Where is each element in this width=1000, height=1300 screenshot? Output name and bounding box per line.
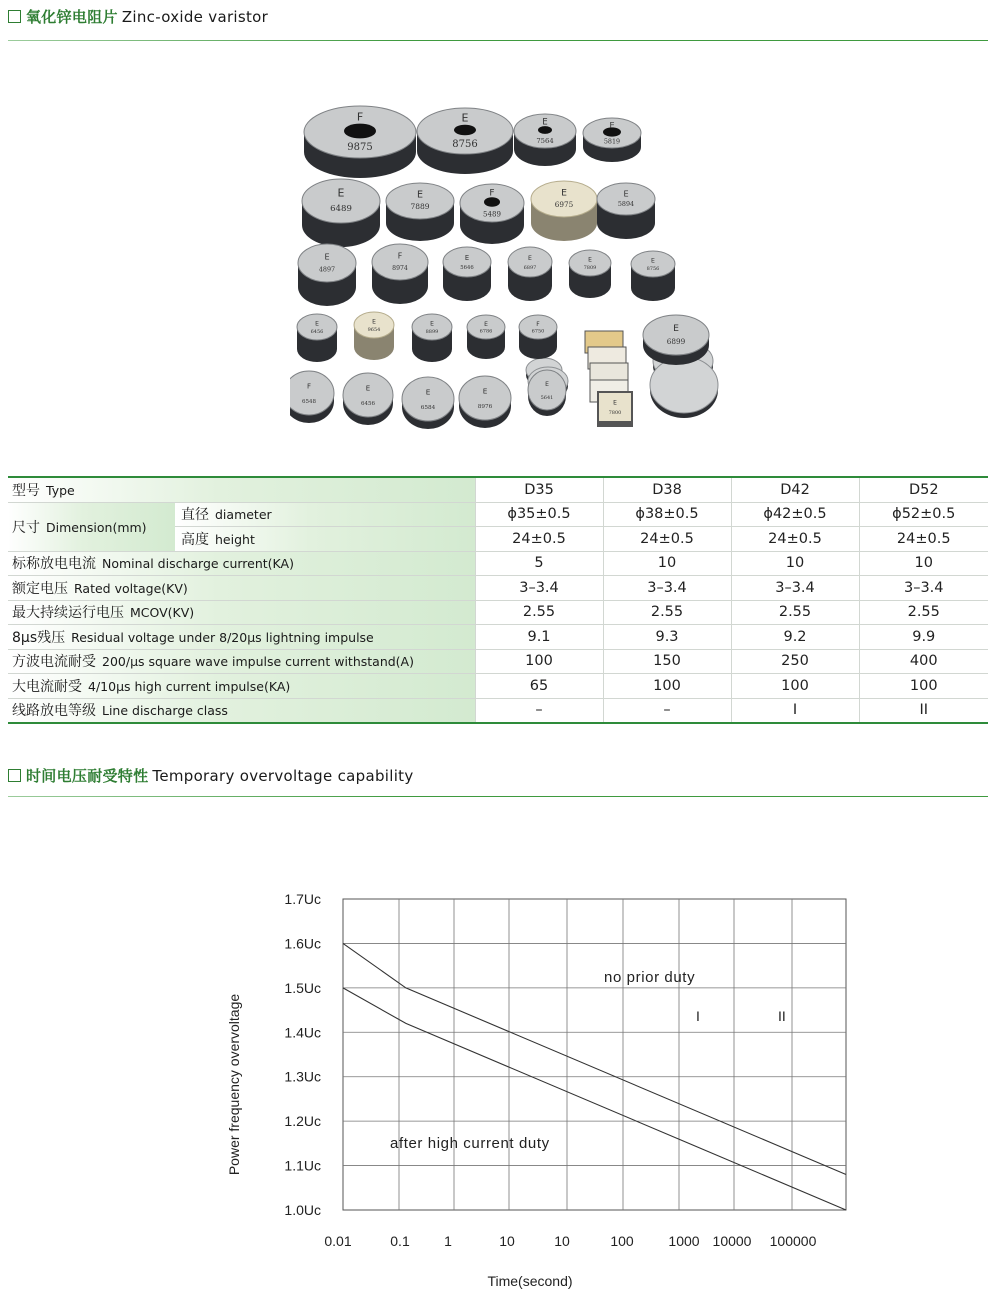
table-cell: 3–3.4 <box>475 576 603 601</box>
row-label-en: 200/μs square wave impulse current withstand(A) <box>102 654 414 670</box>
x-tick-label: 0.1 <box>390 1233 410 1249</box>
overvoltage-chart <box>210 880 870 1290</box>
disc-code: 9875 <box>347 142 373 154</box>
height-value: 24±0.5 <box>731 527 859 552</box>
section-title-en: Zinc-oxide varistor <box>121 7 269 26</box>
y-axis-title: Power frequency overvoltage <box>226 993 242 1176</box>
varistor-disc <box>583 118 641 162</box>
varistor-disc <box>514 114 576 166</box>
varistor-disc <box>597 391 633 427</box>
diameter-label: 直径 diameter <box>175 502 475 527</box>
height-value: 24±0.5 <box>475 527 603 552</box>
varistor-disc <box>631 251 675 301</box>
disc-letter: F <box>536 320 540 328</box>
varistor-disc <box>467 315 505 359</box>
model-header: D42 <box>731 477 859 502</box>
disc-letter: E <box>425 387 431 397</box>
table-cell: – <box>603 698 731 723</box>
table-cell: 100 <box>603 674 731 699</box>
disc-letter: E <box>673 323 679 334</box>
table-cell: 100 <box>731 674 859 699</box>
varistor-photo-svg <box>290 95 730 435</box>
varistor-disc <box>519 315 557 359</box>
row-label-en: Rated voltage(KV) <box>74 580 188 596</box>
disc-letter: E <box>651 257 655 265</box>
model-header: D35 <box>475 477 603 502</box>
row-label-cn: 标称放电电流 <box>12 556 96 573</box>
checkbox-square-icon <box>8 10 21 23</box>
disc-code: 6899 <box>666 337 686 346</box>
disc-letter: E <box>609 119 615 130</box>
disc-letter: E <box>464 253 470 262</box>
disc-code: 5489 <box>483 209 501 219</box>
table-cell: 10 <box>603 551 731 576</box>
row-label-cn: 最大持续运行电压 <box>12 605 124 622</box>
table-row <box>8 698 988 723</box>
varistor-disc <box>402 377 454 429</box>
varistor-disc <box>460 184 524 244</box>
table-cell: 9.9 <box>859 625 988 650</box>
y-tick-label: 1.2Uc <box>284 1113 321 1130</box>
row-label-cn: 8μs残压 <box>12 629 66 646</box>
table-cell: 65 <box>475 674 603 699</box>
disc-code: 8976 <box>477 403 493 410</box>
row-label-en: MCOV(KV) <box>130 605 195 621</box>
varistor-disc <box>343 373 393 425</box>
disc-letter: E <box>430 320 434 328</box>
section-title-cn: 时间电压耐受特性 <box>26 767 149 785</box>
varistor-disc <box>528 370 566 416</box>
disc-letter: E <box>372 318 376 326</box>
varistor-disc <box>290 371 334 423</box>
height-label: 高度 height <box>175 527 475 552</box>
table-cell: 250 <box>731 649 859 674</box>
model-header: D38 <box>603 477 731 502</box>
disc-letter: F <box>397 251 403 261</box>
varistor-disc <box>569 250 611 298</box>
spec-table <box>8 476 988 724</box>
disc-letter: E <box>528 254 532 262</box>
disc-letter: E <box>482 386 488 396</box>
disc-letter: E <box>315 320 319 328</box>
table-cell: 2.55 <box>603 600 731 625</box>
table-cell: 3–3.4 <box>731 576 859 601</box>
disc-letter: F <box>306 382 312 391</box>
table-cell: 2.55 <box>731 600 859 625</box>
diameter-value: ϕ42±0.5 <box>731 502 859 527</box>
varistor-disc <box>597 183 655 239</box>
varistor-disc <box>304 106 416 178</box>
disc-code: 8974 <box>392 265 408 273</box>
dimension-label: 尺寸 Dimension(mm) <box>8 502 175 551</box>
height-value: 24±0.5 <box>859 527 988 552</box>
varistor-disc <box>302 179 380 247</box>
table-cell: 2.55 <box>475 600 603 625</box>
table-cell: II <box>859 698 988 723</box>
varistor-disc <box>643 315 709 365</box>
checkbox-square-icon <box>8 769 21 782</box>
disc-code: 7564 <box>536 136 554 145</box>
table-row-diameter <box>8 502 988 527</box>
table-cell: 10 <box>859 551 988 576</box>
section-title-cn: 氧化锌电阻片 <box>26 8 118 26</box>
table-cell: 3–3.4 <box>603 576 731 601</box>
table-cell: 3–3.4 <box>859 576 988 601</box>
disc-letter: E <box>623 188 629 199</box>
series-line <box>343 988 846 1210</box>
annotation-after-high-current-duty: after high current duty <box>390 1135 550 1152</box>
row-label-cn: 线路放电等级 <box>12 703 96 720</box>
varistor-disc <box>297 314 337 362</box>
section-divider <box>8 40 988 41</box>
row-label-cn: 额定电压 <box>12 580 68 597</box>
annotation-class-ii: II <box>778 1008 786 1024</box>
table-row <box>8 649 988 674</box>
varistor-disc <box>412 314 452 362</box>
disc-code: 6975 <box>554 200 574 210</box>
disc-code: 7800 <box>608 410 622 417</box>
table-row-type <box>8 477 988 502</box>
disc-code: 6897 <box>523 264 537 271</box>
varistor-disc <box>354 312 394 360</box>
x-tick-label: 1000 <box>668 1233 700 1249</box>
disc-code: 6786 <box>479 328 493 335</box>
table-row <box>8 625 988 650</box>
table-cell: 150 <box>603 649 731 674</box>
disc-code: 6548 <box>302 398 316 405</box>
varistor-photo <box>290 95 730 435</box>
row-label-en: 4/10μs high current impulse(KA) <box>88 678 291 694</box>
varistor-disc <box>508 247 552 301</box>
varistor-disc <box>443 247 491 301</box>
diameter-value: ϕ52±0.5 <box>859 502 988 527</box>
y-tick-label: 1.5Uc <box>284 979 321 996</box>
section-divider <box>8 796 988 797</box>
table-cell: 9.2 <box>731 625 859 650</box>
disc-letter: E <box>324 251 330 262</box>
x-tick-label: 10 <box>499 1233 515 1249</box>
disc-letter: F <box>489 188 495 199</box>
disc-code: 6750 <box>531 328 545 335</box>
table-cell: – <box>475 698 603 723</box>
varistor-disc <box>386 183 454 241</box>
table-cell: 100 <box>475 649 603 674</box>
x-tick-label: 1 <box>444 1233 452 1249</box>
table-cell: 100 <box>859 674 988 699</box>
y-tick-label: 1.6Uc <box>284 935 321 952</box>
row-label-en: Line discharge class <box>102 703 228 719</box>
diameter-value: ϕ38±0.5 <box>603 502 731 527</box>
y-tick-label: 1.4Uc <box>284 1024 321 1041</box>
varistor-disc-face <box>650 357 718 413</box>
y-tick-label: 1.1Uc <box>284 1157 321 1174</box>
table-cell: 2.55 <box>859 600 988 625</box>
disc-letter: E <box>461 111 469 125</box>
varistor-disc <box>372 244 428 304</box>
table-row <box>8 551 988 576</box>
type-label: 型号 Type <box>8 477 475 502</box>
disc-letter: E <box>588 256 592 264</box>
disc-letter: E <box>545 381 549 388</box>
disc-code: 7809 <box>583 264 597 271</box>
disc-letter: E <box>542 117 548 128</box>
row-label-en: Residual voltage under 8/20μs lightning impulse <box>71 629 374 645</box>
disc-letter: F <box>356 110 364 124</box>
model-header: D52 <box>859 477 988 502</box>
table-row <box>8 674 988 699</box>
height-value: 24±0.5 <box>603 527 731 552</box>
disc-code: 8899 <box>425 328 439 335</box>
row-label-cn: 方波电流耐受 <box>12 654 96 671</box>
section-heading-varistor <box>8 6 268 27</box>
disc-letter: E <box>613 399 617 407</box>
disc-code: 6456 <box>310 328 324 335</box>
disc-code: 6456 <box>361 400 375 407</box>
disc-letter: E <box>416 189 424 201</box>
disc-code: 6584 <box>420 404 436 411</box>
x-tick-label: 100000 <box>769 1233 817 1249</box>
table-cell: 9.1 <box>475 625 603 650</box>
annotation-no-prior-duty: no prior duty <box>604 969 696 986</box>
disc-letter: E <box>484 320 488 328</box>
varistor-disc <box>459 376 511 428</box>
table-cell: 5 <box>475 551 603 576</box>
table-cell: 9.3 <box>603 625 731 650</box>
disc-letter: E <box>561 187 567 199</box>
disc-code: 5641 <box>540 395 554 401</box>
varistor-disc <box>417 108 513 174</box>
disc-letter: E <box>365 384 371 393</box>
table-cell: 400 <box>859 649 988 674</box>
section-title-en: Temporary overvoltage capability <box>152 766 414 785</box>
x-tick-label: 10000 <box>712 1233 752 1249</box>
row-label-en: Nominal discharge current(KA) <box>102 556 294 572</box>
plot-frame <box>343 899 846 1210</box>
y-tick-label: 1.7Uc <box>284 891 321 907</box>
disc-code: 4897 <box>318 265 336 274</box>
disc-code: 8756 <box>452 139 478 151</box>
varistor-disc <box>531 181 597 241</box>
table-row <box>8 576 988 601</box>
x-tick-label: 100 <box>610 1233 634 1249</box>
x-axis-title: Time(second) <box>487 1273 573 1289</box>
disc-code: 6489 <box>330 203 352 214</box>
disc-code: 5894 <box>617 200 635 209</box>
disc-code: 9654 <box>367 326 381 333</box>
diameter-value: ϕ35±0.5 <box>475 502 603 527</box>
table-row <box>8 600 988 625</box>
disc-code: 7889 <box>410 202 430 212</box>
y-tick-label: 1.3Uc <box>284 1068 321 1085</box>
x-tick-label: 0.01 <box>324 1233 352 1249</box>
x-tick-label: 10 <box>554 1233 570 1249</box>
annotation-class-i: I <box>696 1008 700 1024</box>
row-label-cn: 大电流耐受 <box>12 678 82 695</box>
section-heading-overvoltage <box>8 765 414 786</box>
disc-code: 5646 <box>460 264 474 271</box>
table-cell: I <box>731 698 859 723</box>
disc-code: 5819 <box>603 137 621 146</box>
varistor-disc <box>298 244 356 306</box>
disc-letter: E <box>337 186 345 200</box>
y-tick-label: 1.0Uc <box>284 1202 321 1218</box>
table-cell: 10 <box>731 551 859 576</box>
disc-code: 8756 <box>646 265 660 272</box>
